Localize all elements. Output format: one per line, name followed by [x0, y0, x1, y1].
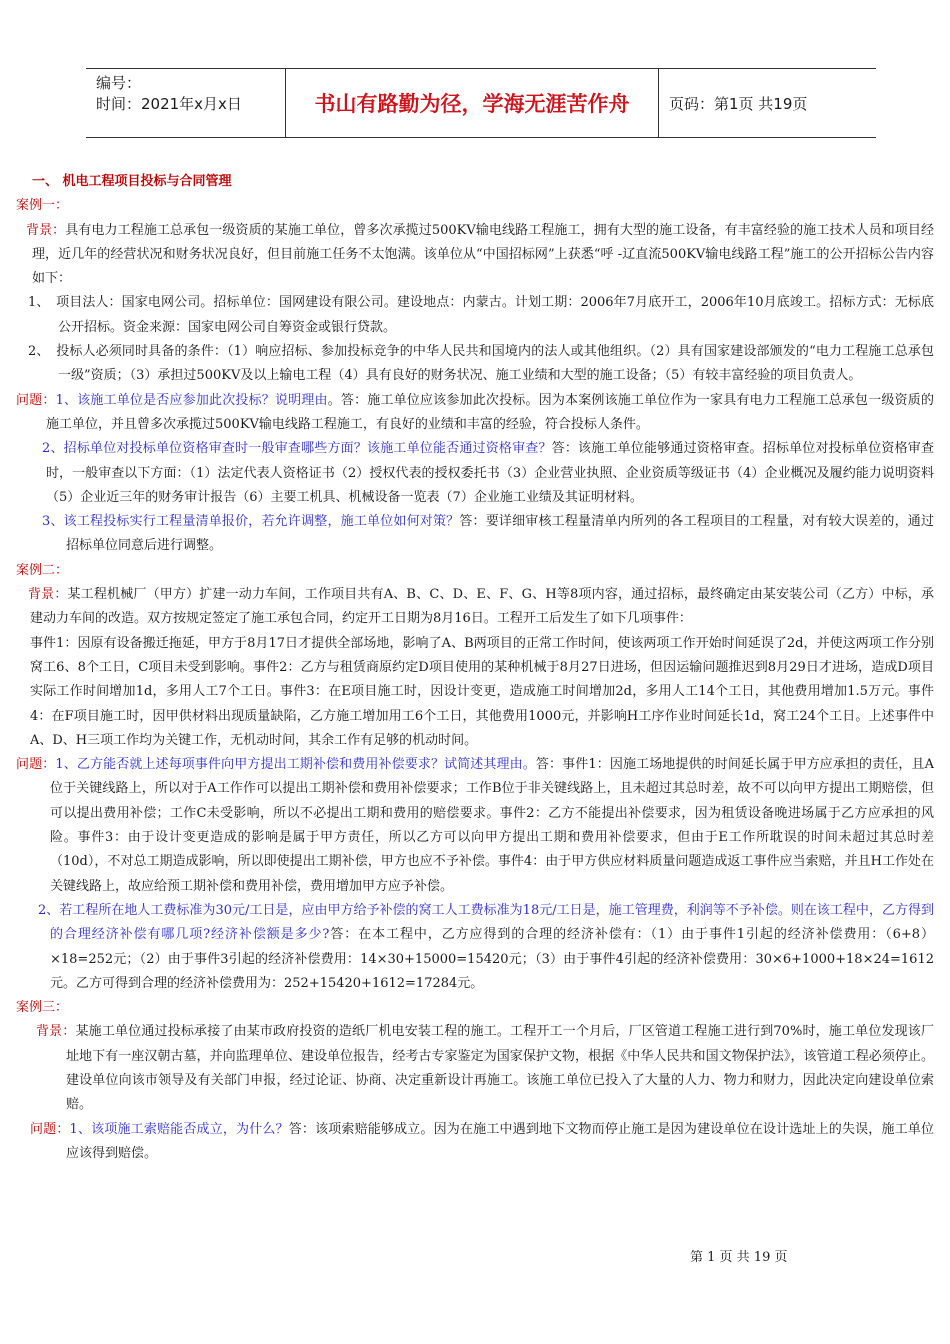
case3-q-label: 问题： — [30, 1121, 70, 1137]
case1-item1: 1、 项目法人：国家电网公司。招标单位：国网建设有限公司。建设地点：内蒙古。计划工期：2006年7月底开工，2006年10月底竣工。招标方式：无标底公开招标。资金来源：国家电网公司自筹资金或银行贷款。 — [28, 295, 934, 335]
case2-q2-question: 2、若工程所在地人工费标准为30元/工日是，应由甲方给予补偿的窝工人工费标准为18元/工日是，施工管理费，利润等不予补偿。则在该工程中，乙方得到的合理经济补偿有哪几项?经济补偿额是多少? — [38, 902, 934, 943]
case3-bg-label: 背景： — [36, 1024, 76, 1040]
case1-q1-dot: 。 — [327, 392, 341, 408]
case2-q-label: 问题： — [16, 757, 56, 773]
case2-q1-question: 1、乙方能否就上述每项事件向甲方提出工期补偿和费用补偿要求？试简述其理由。 — [55, 757, 536, 773]
case2-bg-text: 某工程机械厂（甲方）扩建一动力车间，工作项目共有A、B、C、D、E、F、G、H等8项内容，通过招标，最终确定由某安装公司（乙方）中标，承建动力车间的改造。双方按规定签定了施工承包合同，约定开工日期为8月16日。工程开工后发生了如下几项事件： — [30, 587, 934, 627]
header-page-number: 页码：第1页 共19页 — [669, 94, 808, 113]
case1-q-label: 问题： — [16, 392, 56, 408]
document-header — [86, 68, 876, 138]
case1-background — [16, 219, 934, 292]
document-body — [16, 170, 934, 1166]
case2-label: 案例二： — [16, 562, 69, 578]
case1-question1 — [16, 389, 934, 438]
section-title: 一、 机电工程项目投标与合同管理 — [32, 174, 232, 189]
case3-bg-text: 某施工单位通过投标承接了由某市政府投资的造纸厂机电安装工程的施工。工程开工一个月后，厂区管道工程施工进行到70%时，施工单位发现该厂址地下有一座汉朝古墓，并向监理单位、建设单位报告，经考古专家鉴定为国家保护文物，根据《中华人民共和国文物保护法》，该管道工程必须停止。建设单位向该市领导及有关部门申报，经过论证、协商、决定重新设计再施工。该施工单位已投入了大量的人力、物力和财力，因此决定向建设单位索赔。 — [66, 1024, 934, 1113]
case1-question3 — [16, 510, 934, 559]
case2-question1 — [16, 753, 934, 899]
case1-q3-answer: 答：要详细审核工程量清单内所列的各工程项目的工程量，对有较大误差的，通过招标单位同意后进行调整。 — [66, 514, 934, 554]
case3-q1-answer: 答：该项索赔能够成立。因为在施工中遇到地下文物而停止施工是因为建设单位在设计选址上的失误，施工单位应该得到赔偿。 — [66, 1121, 934, 1161]
code-label: 编号： — [96, 74, 142, 92]
case1-question2 — [16, 437, 934, 510]
case1-q2-answer: 答：该施工单位能够通过资格审查。招标单位对投标单位资格审查时，一般审查以下方面：（1）法定代表人资格证书（2）授权代表的授权委托书（3）企业营业执照、企业资质等级证书（4）企业概况及履约能力说明资料（5）企业近三年的财务审计报告（6）主要工机具、机械设备一览表（7）企业施工业绩及其证明材料。 — [46, 441, 934, 505]
case2-question2 — [16, 899, 934, 996]
case3-background — [16, 1020, 934, 1117]
case2-background — [16, 583, 934, 632]
header-meta — [86, 69, 286, 137]
time-label: 时间：2021年x月x日 — [96, 95, 242, 113]
case3-label: 案例三： — [16, 1000, 69, 1016]
case2-bg-label: 背景： — [28, 587, 68, 603]
case2-q1-answer: 答：事件1：因施工场地提供的时间延长属于甲方应承担的责任，且A位于关键线路上，所以对于A工作作可以提出工期补偿和费用补偿要求；工作B位于非关键线路上，且未超过其总时差，故不可以向甲方提出工期赔偿，但可以提出费用补偿；工作C未受影响，所以不必提出工期和费用的赔偿要求。事件2：乙方不能提出补偿要求，因为租赁设备晚进场属于乙方应承担的风险。事件3：由于设计变更造成的影响是属于甲方责任，所以乙方可以向甲方提出工期和费用补偿要求，但由于E工作所耽误的时间未超过其总时差（10d），不对总工期造成影响，所以即使提出工期补偿，甲方也应不予补偿。事件4：由于甲方供应材料质量问题造成返工事件应当索赔，并且H工作处在关键线路上，故应给预工期补偿和费用补偿，费用增加甲方应予补偿。 — [50, 757, 934, 894]
case1-bg-label: 背景： — [26, 222, 66, 238]
case3-question1 — [16, 1118, 934, 1167]
case1-q1-question: 1、该施工单位是否应参加此次投标？说明理由 — [55, 392, 328, 408]
case1-q2-question: 2、招标单位对投标单位资格审查时一般审查哪些方面？该施工单位能否通过资格审查？ — [42, 441, 552, 457]
case1-q1-answer: 答：施工单位应该参加此次投标。因为本案例该施工单位作为一家具有电力工程施工总承包一级资质的施工单位，并且曾多次承揽过500KV输电线路工程施工，有良好的业绩和丰富的经验，符合投标人条件。 — [46, 392, 934, 432]
case1-bg-text: 具有电力工程施工总承包一级资质的某施工单位，曾多次承揽过500KV输电线路工程施工，拥有大型的施工设备，有丰富经验的施工技术人员和项目经理，近几年的经营状况和财务状况良好，但目前施工任务不太饱满。该单位从“中国招标网”上获悉“呼 -辽直流500KV输电线路工程”施工的公开招标公告内容如下： — [32, 222, 934, 287]
case1-label: 案例一： — [16, 198, 69, 214]
case3-q1-question: 1、该项施工索赔能否成立，为什么？ — [69, 1121, 289, 1137]
header-motto: 书山有路勤为径，学海无涯苦作舟 — [286, 69, 659, 137]
case1-item2: 2、 投标人必须同时具备的条件：（1）响应招标、参加投标竞争的中华人民共和国境内的法人或其他组织。（2）具有国家建设部颁发的“电力工程施工总承包一级”资质；（3）承担过500KV及以上输电工程（4）具有良好的财务状况、施工业绩和大型的施工设备；（5）有较丰富经验的项目负责人。 — [28, 344, 934, 384]
case1-q3-question: 3、该工程投标实行工程量清单报价，若允许调整，施工单位如何对策？ — [42, 514, 460, 530]
case2-q2-answer: 答：在本工程中，乙方应得到的合理的经济补偿有：（1）由于事件1引起的经济补偿费用：（6+8）×18=252元；（2）由于事件3引起的经济补偿费用：14×30+15000=15420元；（3）由于事件4引起的经济补偿费用：30×6+1000+18×24=1612元。乙方可得到合理的经济补偿费用为：252+15420+1612=17284元。 — [50, 927, 934, 991]
case2-events: 事件1：因原有设备搬迁拖延，甲方于8月17日才提供全部场地，影响了A、B两项目的正常工作时间，使该两项工作开始时间延误了2d，并使这两项工作分别窝工6、8个工日，C项目未受到影响。事件2：乙方与租赁商原约定D项目使用的某种机械于8月27日进场，但因运输问题推迟到8月29日才进场，造成D项目实际工作时间增加1d，多用人工7个工日。事件3：在E项目施工时，因设计变更，造成施工时间增加2d，多用人工14个工日，其他费用增加1.5万元。事件4：在F项目施工时，因甲供材料出现质量缺陷，乙方施工增加用工6个工日，其他费用1000元，并影响H工序作业时间延长1d，窝工24个工日。上述事件中A、D、H三项工作均为关键工作，无机动时间，其余工作有足够的机动时间。 — [30, 635, 934, 748]
page-footer: 第 1 页 共 19 页 — [690, 1250, 788, 1265]
